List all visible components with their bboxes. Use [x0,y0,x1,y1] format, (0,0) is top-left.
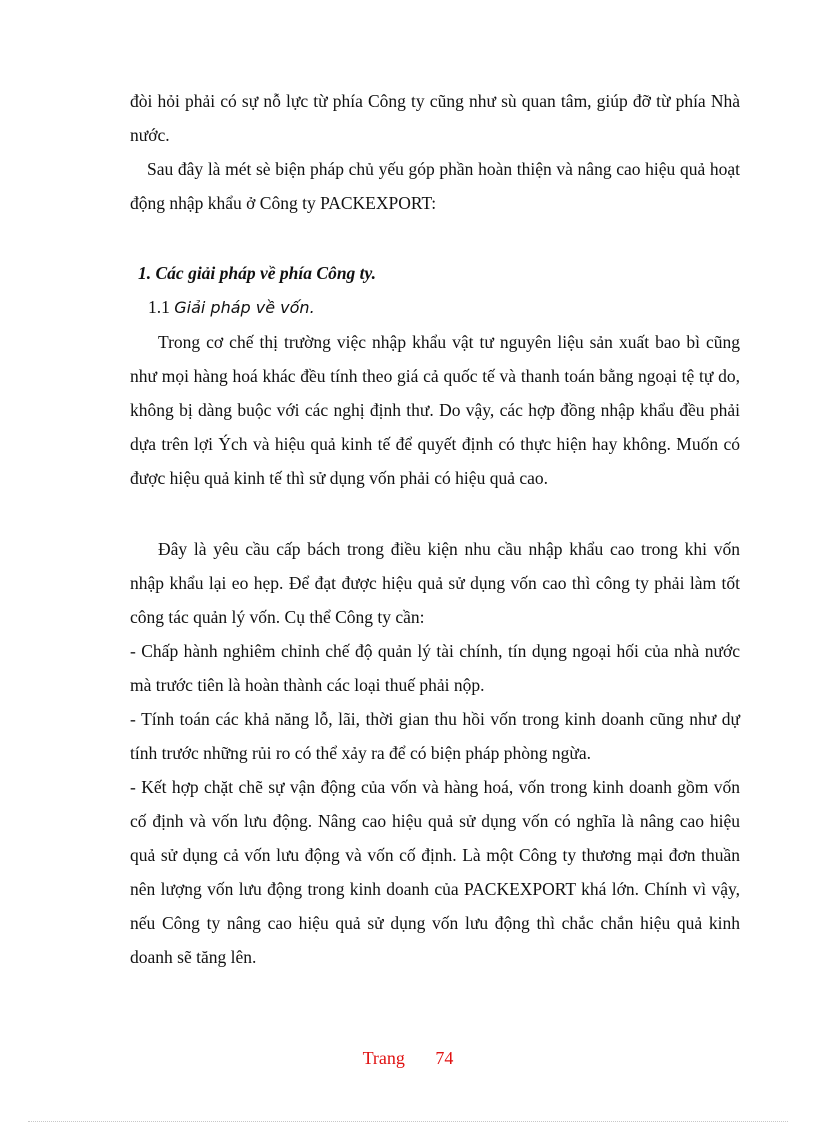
section-1-continued [130,532,740,974]
page-body [130,84,740,220]
page-footer [0,1048,816,1069]
paragraph-intro: Sau đây là mét sè biện pháp chủ yếu góp phần hoàn thiện và nâng cao hiệu quả hoạt động nhập khẩu ở Công ty PACKEXPORT: [130,159,740,213]
list-item: - Tính toán các khả năng lỗ, lãi, thời gian thu hồi vốn trong kinh doanh cũng như dự tính trước những rủi ro có thể xảy ra để có biện pháp phòng ngừa. [130,709,740,763]
subsection-number: 1.1 [148,297,170,317]
section-heading: 1. Các giải pháp về phía Công ty. [138,263,377,283]
footer-label: Trang [362,1048,405,1068]
paragraph-market-mechanism: Trong cơ chế thị trường việc nhập khẩu vật tư nguyên liệu sản xuất bao bì cũng như mọi hàng hoá khác đều tính theo giá cả quốc tế và thanh toán bằng ngoại tệ tự do, không bị dàng buộc với các nghị định thư. Do vậy, các hợp đồng nhập khẩu đều phải dựa trên lợi Ých và hiệu quả kinh tế để quyết định có thực hiện hay không. Muốn có được hiệu quả kinh tế thì sử dụng vốn phải có hiệu quả cao. [130,332,740,488]
subsection-heading [130,290,740,325]
page-number: 74 [435,1048,454,1068]
section-1 [130,256,740,495]
subsection-title: Giải pháp về vốn. [174,298,315,317]
list-item: - Kết hợp chặt chẽ sự vận động của vốn và hàng hoá, vốn trong kinh doanh gồm vốn cố định và vốn lưu động. Nâng cao hiệu quả sử dụng vốn có nghĩa là nâng cao hiệu quả sử dụng cả vốn lưu động và vốn cố định. Là một Công ty thương mại đơn thuần nên lượng vốn lưu động trong kinh doanh của PACKEXPORT khá lớn. Chính vì vậy, nếu Công ty nâng cao hiệu quả sử dụng vốn lưu động thì chắc chắn hiệu quả kinh doanh sẽ tăng lên. [130,777,740,967]
list-item: - Chấp hành nghiêm chỉnh chế độ quản lý tài chính, tín dụng ngoại hối của nhà nước mà trước tiên là hoàn thành các loại thuế phải nộp. [130,641,740,695]
paragraph-intro-continued: đòi hỏi phải có sự nỗ lực từ phía Công ty cũng như sù quan tâm, giúp đỡ từ phía Nhà nước. [130,91,740,145]
page-bottom-divider [28,1121,788,1122]
paragraph-urgent-requirement: Đây là yêu cầu cấp bách trong điều kiện nhu cầu nhập khẩu cao trong khi vốn nhập khẩu lại eo hẹp. Để đạt được hiệu quả sử dụng vốn cao thì công ty phải làm tốt công tác quản lý vốn. Cụ thể Công ty cần: [130,539,740,627]
